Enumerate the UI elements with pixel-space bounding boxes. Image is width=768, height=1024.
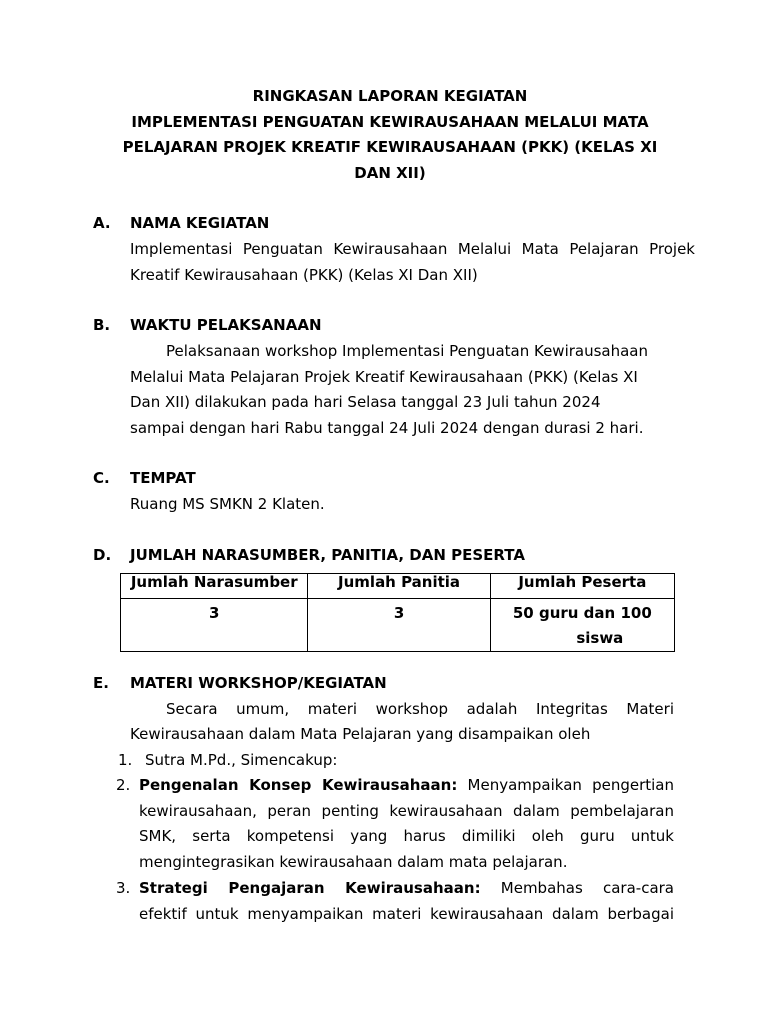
section-a-heading: NAMA KEGIATAN bbox=[130, 214, 270, 232]
section-c-line-1: Ruang MS SMKN 2 Klaten. bbox=[130, 495, 325, 513]
section-c-heading: TEMPAT bbox=[130, 469, 196, 487]
section-b-letter: B. bbox=[93, 316, 111, 334]
list-item-3-line-1 bbox=[139, 879, 674, 897]
section-b-line-1: Pelaksanaan workshop Implementasi Penguatan Kewirausahaan bbox=[166, 342, 649, 360]
title-line-1: RINGKASAN LAPORAN KEGIATAN bbox=[252, 87, 528, 105]
section-b-line-2: Melalui Mata Pelajaran Projek Kreatif Kewirausahaan (PKK) (Kelas XI bbox=[130, 368, 638, 386]
title-line-3: PELAJARAN PROJEK KREATIF KEWIRAUSAHAAN (PKK) (KELAS XI bbox=[122, 138, 658, 156]
section-b-line-4: sampai dengan hari Rabu tanggal 24 Juli 2024 dengan durasi 2 hari. bbox=[130, 419, 644, 437]
section-c-letter: C. bbox=[93, 469, 110, 487]
participants-table bbox=[120, 573, 675, 652]
table-row bbox=[121, 599, 675, 652]
header-panitia: Jumlah Panitia bbox=[308, 574, 490, 599]
list-item-2-bold: Pengenalan Konsep Kewirausahaan: bbox=[139, 776, 458, 794]
cell-panitia: 3 bbox=[308, 599, 490, 652]
section-a-line-1: Implementasi Penguatan Kewirausahaan Melalui Mata Pelajaran Projek bbox=[130, 240, 695, 258]
section-b-heading: WAKTU PELAKSANAAN bbox=[130, 316, 322, 334]
section-e-heading: MATERI WORKSHOP/KEGIATAN bbox=[130, 674, 387, 692]
list-item-3-rest: Membahas cara-cara bbox=[480, 879, 674, 897]
table-header-row bbox=[121, 574, 675, 599]
cell-peserta-line-2: siswa bbox=[576, 629, 624, 647]
cell-peserta bbox=[490, 599, 674, 652]
cell-narasumber: 3 bbox=[121, 599, 308, 652]
list-item-1-number: 1. bbox=[118, 751, 133, 769]
section-d-heading: JUMLAH NARASUMBER, PANITIA, DAN PESERTA bbox=[130, 546, 525, 564]
section-e-intro-2: Kewirausahaan dalam Mata Pelajaran yang disampaikan oleh bbox=[130, 725, 591, 743]
section-a-line-2: Kreatif Kewirausahaan (PKK) (Kelas XI Dan XII) bbox=[130, 266, 478, 284]
header-peserta: Jumlah Peserta bbox=[490, 574, 674, 599]
list-item-1-text: Sutra M.Pd., Simencakup: bbox=[145, 751, 338, 769]
list-item-2-line-3: SMK, serta kompetensi yang harus dimiliki oleh guru untuk bbox=[139, 827, 674, 845]
list-item-2-line-4: mengintegrasikan kewirausahaan dalam mata pelajaran. bbox=[139, 853, 568, 871]
title-line-2: IMPLEMENTASI PENGUATAN KEWIRAUSAHAAN MELALUI MATA bbox=[131, 112, 649, 131]
list-item-3-bold: Strategi Pengajaran Kewirausahaan: bbox=[139, 879, 481, 897]
section-d-letter: D. bbox=[93, 546, 112, 564]
list-item-2-rest: Menyampaikan pengertian bbox=[457, 776, 674, 794]
header-narasumber: Jumlah Narasumber bbox=[121, 574, 308, 599]
section-b-line-3: Dan XII) dilakukan pada hari Selasa tanggal 23 Juli tahun 2024 bbox=[130, 393, 601, 411]
section-e-intro-1: Secara umum, materi workshop adalah Integritas Materi bbox=[166, 700, 674, 718]
section-e-letter: E. bbox=[93, 674, 109, 692]
cell-peserta-line-1: 50 guru dan 100 bbox=[512, 604, 652, 622]
document-title bbox=[100, 84, 680, 186]
section-a-letter: A. bbox=[93, 214, 111, 232]
title-line-4: DAN XII) bbox=[354, 163, 426, 182]
list-item-2-line-1 bbox=[139, 776, 674, 794]
list-item-3-number: 3. bbox=[116, 879, 131, 897]
list-item-2-line-2: kewirausahaan, peran penting kewirausahaan dalam pembelajaran bbox=[139, 802, 674, 820]
list-item-2-number: 2. bbox=[116, 776, 131, 794]
list-item-3-line-2: efektif untuk menyampaikan materi kewirausahaan dalam berbagai bbox=[139, 905, 674, 923]
